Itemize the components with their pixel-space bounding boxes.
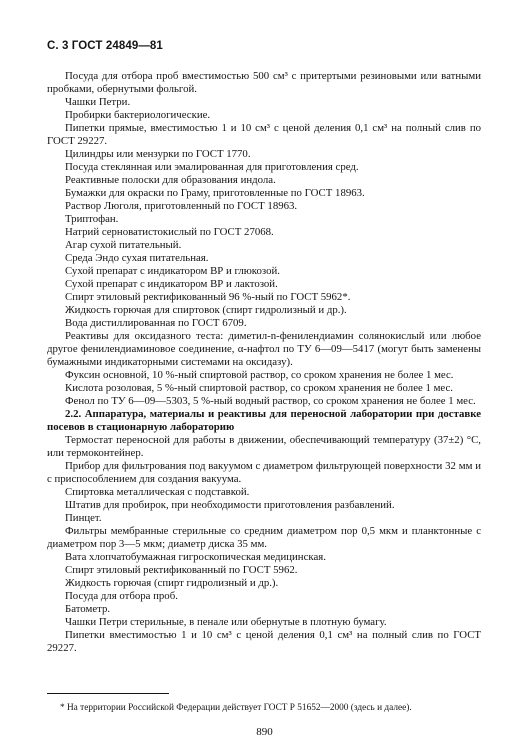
footnote: * На территории Российской Федерации действует ГОСТ Р 51652—2000 (здесь и далее).	[60, 703, 412, 713]
paragraph: Посуда стеклянная или эмалированная для приготовления сред.	[65, 161, 359, 173]
paragraph: Натрий серноватистокислый по ГОСТ 27068.	[65, 226, 274, 238]
paragraph: Вода дистиллированная по ГОСТ 6709.	[65, 317, 247, 329]
paragraph: Фенол по ТУ 6—09—5303, 5 %-ный водный раствор, со сроком хранения не более 1 мес.	[65, 395, 476, 407]
paragraph: Спирт этиловый ректификованный по ГОСТ 5962.	[65, 564, 298, 576]
paragraph: Вата хлопчатобумажная гигроскопическая медицинская.	[65, 551, 326, 563]
paragraph: Триптофан.	[65, 213, 119, 225]
paragraph: Фильтры мембранные стерильные со средним диаметром пор 0,5 мкм и планктонные с диаметром пор 3—5 мкм; диаметр диска 35 мм.	[47, 525, 481, 550]
paragraph: Прибор для фильтрования под вакуумом с диаметром фильтрующей поверхности 32 мм и с приспособлением для создания вакуума.	[47, 460, 481, 485]
paragraph: Штатив для пробирок, при необходимости приготовления разбавлений.	[65, 499, 395, 511]
paragraph: Кислота розоловая, 5 %-ный спиртовой раствор, со сроком хранения не более 1 мес.	[65, 382, 453, 394]
paragraph: Посуда для отбора проб.	[65, 590, 178, 602]
page-number: 890	[256, 726, 273, 738]
page-header: С. 3 ГОСТ 24849—81	[47, 40, 163, 52]
paragraph: Агар сухой питательный.	[65, 239, 182, 251]
paragraph: Пробирки бактериологические.	[65, 109, 211, 121]
paragraph: Термостат переносной для работы в движении, обеспечивающий температуру (37±2) °С, или термоконтейнер.	[47, 434, 481, 459]
paragraph: Пипетки вместимостью 1 и 10 см³ с ценой деления 0,1 см³ на полный слив по ГОСТ 29227.	[47, 629, 481, 654]
paragraph: Сухой препарат с индикатором ВР и глюкозой.	[65, 265, 280, 277]
paragraph: Пипетки прямые, вместимостью 1 и 10 см³ с ценой деления 0,1 см³ на полный слив по ГОСТ 29227.	[47, 122, 481, 147]
paragraph: Цилиндры или мензурки по ГОСТ 1770.	[65, 148, 251, 160]
paragraph: Спирт этиловый ректификованный 96 %-ный по ГОСТ 5962*.	[65, 291, 351, 303]
section-title: 2.2. Аппаратура, материалы и реактивы для переносной лаборатории при доставке посевов в стационарную лабораторию	[47, 408, 481, 433]
paragraph: Сухой препарат с индикатором ВР и лактозой.	[65, 278, 278, 290]
paragraph: Раствор Люголя, приготовленный по ГОСТ 18963.	[65, 200, 298, 212]
paragraph: Жидкость горючая (спирт гидролизный и др.).	[65, 577, 279, 589]
paragraph: Фуксин основной, 10 %-ный спиртовой раствор, со сроком хранения не более 1 мес.	[65, 369, 454, 381]
document-body	[47, 70, 481, 655]
paragraph: Спиртовка металлическая с подставкой.	[65, 486, 250, 498]
paragraph: Батометр.	[65, 603, 111, 615]
paragraph: Бумажки для окраски по Граму, приготовленные по ГОСТ 18963.	[65, 187, 365, 199]
paragraph: Жидкость горючая для спиртовок (спирт гидролизный и др.).	[65, 304, 347, 316]
footnote-divider	[47, 693, 169, 694]
paragraph: Чашки Петри стерильные, в пенале или обернутые в плотную бумагу.	[65, 616, 387, 628]
paragraph: Реактивы для оксидазного теста: диметил-n-фенилендиамин солянокислый или любое другое фенилендиаминовое соединение, α-нафтол по ТУ 6—09—5417 (могут быть заменены бумажными индикаторными системами на оксидазу).	[47, 330, 481, 368]
paragraph: Чашки Петри.	[65, 96, 131, 108]
paragraph: Реактивные полоски для образования индола.	[65, 174, 276, 186]
paragraph: Пинцет.	[65, 512, 102, 524]
paragraph: Посуда для отбора проб вместимостью 500 см³ с притертыми резиновыми или ватными пробками, обернутыми фольгой.	[47, 70, 481, 95]
paragraph: Среда Эндо сухая питательная.	[65, 252, 209, 264]
